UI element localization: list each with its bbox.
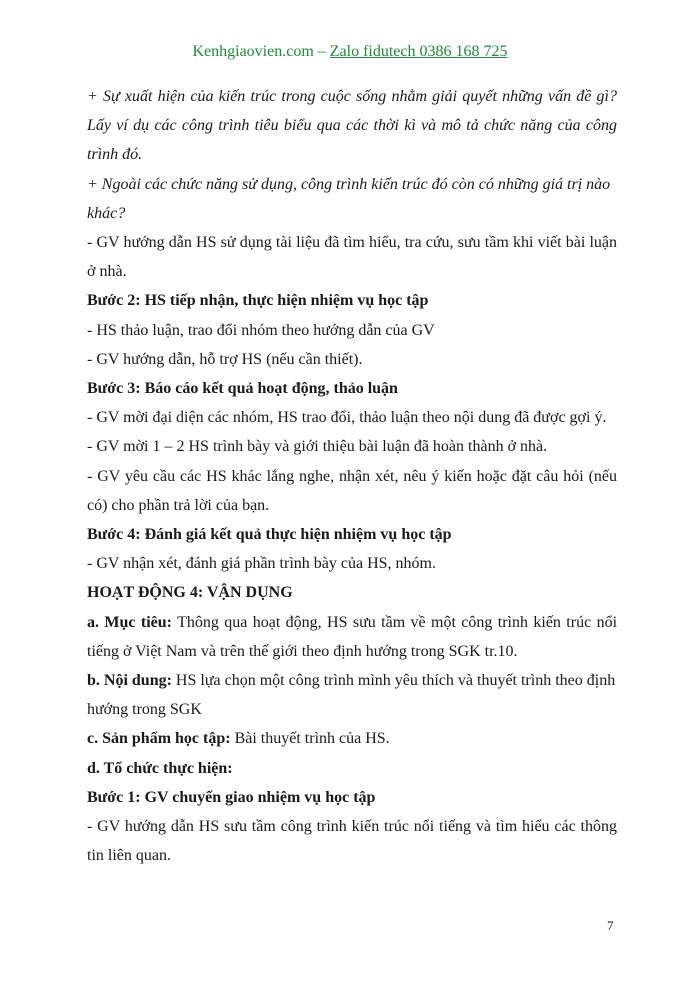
header-zalo-link[interactable]: Zalo fidutech 0386 168 725: [329, 43, 508, 60]
step-2-heading: Bước 2: HS tiếp nhận, thực hiện nhiệm vụ học tập: [87, 292, 429, 310]
content-label: b. Nội dung:: [87, 672, 172, 690]
header-site: Kenhgiaovien.com: [192, 43, 314, 60]
step-1-item-1: - GV hướng dẫn HS sưu tầm công trình kiến trúc nổi tiếng và tìm hiểu các thông tin liên quan.: [87, 818, 617, 865]
product-paragraph: [87, 724, 617, 753]
step-3-item-3: - GV yêu cầu các HS khác lắng nghe, nhận xét, nêu ý kiến hoặc đặt câu hỏi (nếu có) cho phần trả lời của bạn.: [87, 467, 617, 514]
question-paragraph-2: + Ngoài các chức năng sử dụng, công trình kiến trúc đó còn có những giá trị nào khác?: [87, 175, 611, 222]
step-3-heading: Bước 3: Báo cáo kết quả hoạt động, thảo luận: [87, 380, 398, 398]
document-body: [87, 82, 617, 870]
product-text: Bài thuyết trình của HS.: [230, 730, 390, 748]
content-paragraph: [87, 666, 617, 724]
step-2-item-1: - HS thảo luận, trao đổi nhóm theo hướng dẫn của GV: [87, 321, 435, 339]
page-header: [0, 42, 700, 62]
step-3-item-2: - GV mời 1 – 2 HS trình bày và giới thiệu bài luận đã hoàn thành ở nhà.: [87, 438, 548, 456]
goal-label: a. Mục tiêu:: [87, 613, 172, 631]
step-3-item-1: - GV mời đại diện các nhóm, HS trao đổi, thảo luận theo nội dung đã được gợi ý.: [87, 409, 607, 427]
activity-4-heading: HOẠT ĐỘNG 4: VẬN DỤNG: [87, 584, 293, 602]
content-text: HS lựa chọn một công trình mình yêu thích và thuyết trình theo định hướng trong SGK: [87, 672, 616, 719]
organization-heading: d. Tổ chức thực hiện:: [87, 759, 233, 777]
goal-text: Thông qua hoạt động, HS sưu tầm về một công trình kiến trúc nổi tiếng ở Việt Nam và trên thế giới theo định hướng trong SGK tr.10.: [87, 613, 618, 660]
page-number: 7: [607, 918, 614, 933]
instruction-paragraph: - GV hướng dẫn HS sử dụng tài liệu đã tìm hiểu, tra cứu, sưu tầm khi viết bài luận ở nhà.: [87, 234, 617, 281]
header-separator: –: [313, 43, 330, 60]
question-paragraph-1: + Sự xuất hiện của kiến trúc trong cuộc sống nhằm giải quyết những vấn đề gì? Lấy ví dụ các công trình tiêu biểu qua các thời kì và mô tả chức năng của công trình đó.: [87, 88, 617, 164]
step-4-item-1: - GV nhận xét, đánh giá phần trình bày của HS, nhóm.: [87, 555, 436, 573]
step-1-heading: Bước 1: GV chuyển giao nhiệm vụ học tập: [87, 788, 376, 806]
product-label: c. Sản phẩm học tập:: [87, 730, 231, 748]
goal-paragraph: [87, 608, 617, 666]
step-4-heading: Bước 4: Đánh giá kết quả thực hiện nhiệm vụ học tập: [87, 526, 452, 544]
step-2-item-2: - GV hướng dẫn, hỗ trợ HS (nếu cần thiết).: [87, 350, 363, 368]
